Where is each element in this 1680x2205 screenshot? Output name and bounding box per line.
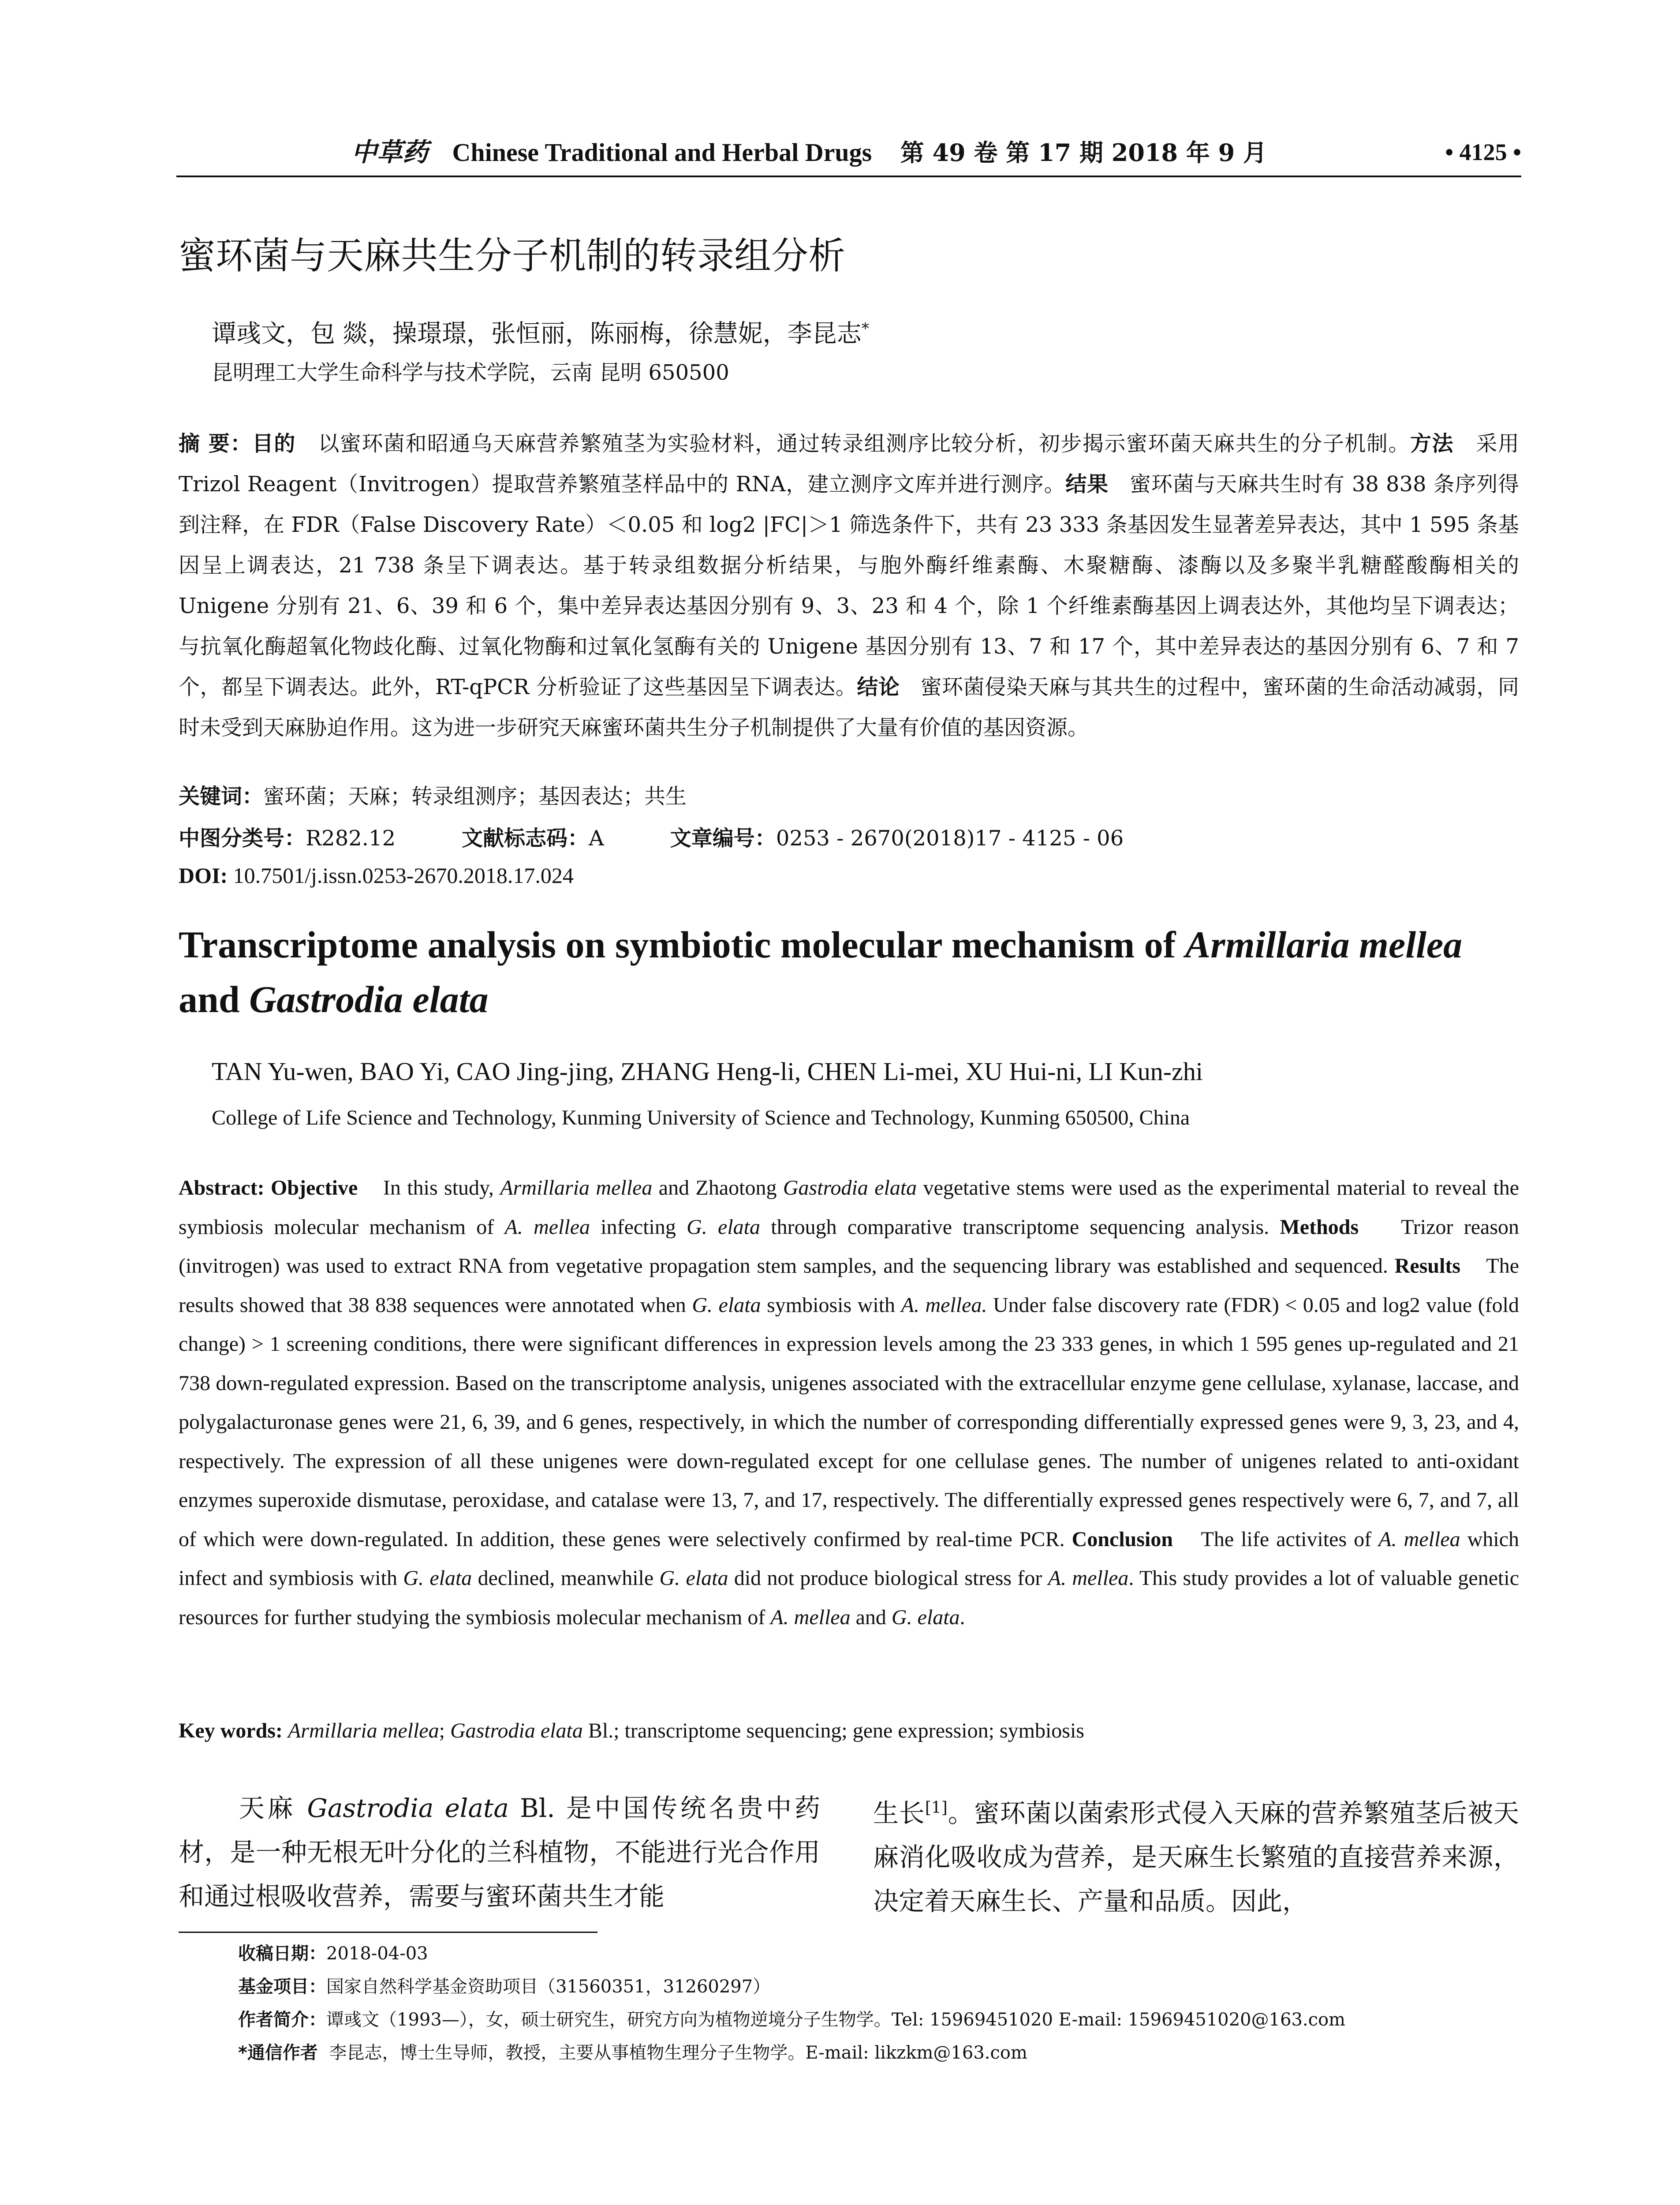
species-name: Gastrodia elata — [307, 1793, 509, 1823]
en-abstract-label: Abstract: Objective — [179, 1176, 358, 1200]
cn-results: 蜜环菌与天麻共生时有 38 838 条序列得到注释，在 FDR（False Discovery Rate）＜0.05 和 log2 |FC|＞1 筛选条件下，共有 23 333 条基因发生显著差异表达，其中 1 595 条基因呈上调表达，21 738 条呈下调表达。基于转录组数据分析结果，与胞外酶纤维素酶、木聚糖酶、漆酶以及多聚半乳糖醛酸酶相关的 Unigene 分别有 21、6、39 和 6 个，集中差异表达基因分别有 9、3、23 和 4 个，除 1 个纤维素酶基因上调表达外，其他均呈下调表达；与抗氧化酶超氧化物歧化酶、过氧化物酶和过氧化氢酶有关的 Unigene 基因分别有 13、7 和 17 个，其中差异表达的基因分别有 6、7 和 7 个，都呈下调表达。此外，RT-qPCR 分析验证了这些基因呈下调表达。 — [179, 472, 1519, 699]
journal-name-en: Chinese Traditional and Herbal Drugs — [452, 138, 872, 167]
species-name: A. mellea. — [901, 1293, 987, 1317]
footnote-author — [238, 2007, 1345, 2033]
cn-methods-label: 方法 — [1410, 431, 1454, 456]
body-text: 。蜜环菌以菌索形式侵入天麻的营养繁殖茎后被天麻消化吸收成为营养，是天麻生长繁殖的直接营养来源，决定着天麻生长、产量和品质。因此， — [873, 1798, 1519, 1917]
journal-logo-cn: 中草药 — [351, 137, 428, 167]
en-conclusion-text: . This study provides a lot of valuable genetic resources for further studying the symbiosis molecular mechanism of — [179, 1566, 1519, 1629]
cn-keywords — [179, 776, 687, 817]
cn-keywords-value: 蜜环菌；天麻；转录组测序；基因表达；共生 — [263, 784, 687, 809]
en-results-label: Results — [1394, 1254, 1461, 1278]
cn-objective-label: 目的 — [252, 431, 296, 456]
en-conclusion-text: which infect and symbiosis with — [179, 1527, 1519, 1590]
en-keywords — [179, 1713, 1084, 1749]
footnote-label: 基金项目： — [238, 1977, 326, 1997]
en-conclusion-text: The life activites of — [1201, 1527, 1379, 1551]
running-header — [176, 135, 1521, 176]
footnote-fund — [238, 1973, 770, 2000]
footnote-corresponding — [238, 2040, 1027, 2066]
keyword-list: Bl.; transcriptome sequencing; gene expression; symbiosis — [582, 1719, 1084, 1742]
en-conclusion-text: declined, meanwhile — [472, 1566, 660, 1590]
footnote-received — [238, 1940, 428, 1967]
article-no-label: 文章编号： — [670, 826, 776, 851]
journal-header — [176, 135, 1442, 170]
species-name: G. elata — [891, 1605, 960, 1629]
en-objective-text: In this study, — [383, 1176, 500, 1200]
citation-ref[interactable]: [1] — [925, 1799, 948, 1817]
corresponding-mark: * — [861, 320, 869, 337]
body-text: 天麻 — [236, 1793, 307, 1823]
species-name: G. elata — [403, 1566, 472, 1590]
page-number: • 4125 • — [1445, 139, 1521, 165]
en-keywords-label: Key words: — [179, 1719, 283, 1742]
en-objective-text: infecting — [590, 1215, 687, 1239]
issue-info: 第 49 卷 第 17 期 2018 年 9 月 — [900, 138, 1267, 167]
doi — [179, 858, 574, 893]
species-name: A. mellea — [1378, 1527, 1460, 1551]
en-abstract — [179, 1169, 1519, 1637]
footnote-label: 作者简介： — [238, 2010, 326, 2030]
en-title-species-2: Gastrodia elata — [249, 978, 489, 1020]
cn-conclusion: 蜜环菌侵染天麻与其共生的过程中，蜜环菌的生命活动减弱，同时未受到天麻胁迫作用。这为进一步研究天麻蜜环菌共生分子机制提供了大量有价值的基因资源。 — [179, 675, 1519, 740]
doccode-label: 文献标志码： — [462, 826, 589, 851]
cn-affiliation: 昆明理工大学生命科学与技术学院，云南 昆明 650500 — [212, 360, 729, 385]
en-results-text: Under false discovery rate (FDR) < 0.05 and log2 value (fold change) > 1 screening conditions, there were significant differences in expression levels among the 23 333 genes, in which 1 595 genes up-regulated and 21 738 down-regulated expression. Based on the transcriptome analysis, unigenes associated with the extracellular enzyme gene cellulase, xylanase, laccase, and polygalacturonase genes were 21, 6, 39, and 6 genes, respectively, in which the number of corresponding differentially expressed genes were 9, 3, 23, and 4, respectively. The expression of all these unigenes were down-regulated except for one cellulase genes. The number of unigenes related to anti-oxidant enzymes superoxide dismutase, peroxidase, and catalase were 13, 7, and 17, respectively. The differentially expressed genes respectively were 6, 7, and 7, all of which were down-regulated. In addition, these genes were selectively confirmed by real-time PCR. — [179, 1293, 1519, 1551]
footnote-text: 李昆志，博士生导师，教授，主要从事植物生理分子生物学。E-mail: likzkm@163.com — [329, 2043, 1027, 2063]
doi-label: DOI: — [179, 863, 228, 888]
doccode-value: A — [589, 826, 604, 851]
cn-title: 蜜环菌与天麻共生分子机制的转录组分析 — [179, 234, 846, 277]
class-label: 中图分类号： — [179, 826, 306, 851]
header-rule — [176, 176, 1521, 177]
footnote-label: 收稿日期： — [238, 1943, 326, 1964]
species-name: A. mellea — [504, 1215, 590, 1239]
species-name: A. mellea — [1048, 1566, 1129, 1590]
en-conclusion-text: and — [850, 1605, 892, 1629]
species-name: A. mellea — [770, 1605, 851, 1629]
body-text: Bl. 是中国传统名贵中药材，是一种无根无叶分化的兰科植物，不能进行光合作用和通过根吸收营养，需要与蜜环菌共生才能 — [179, 1793, 820, 1911]
species-name: Armillaria mellea — [500, 1176, 653, 1200]
footnote-text: 谭彧文（1993—），女，硕士研究生，研究方向为植物逆境分子生物学。Tel: 15969451020 E-mail: 15969451020@163.com — [326, 2010, 1346, 2030]
en-methods-text: Trizor reason (invitrogen) was used to extract RNA from vegetative propagation stem samples, and the sequencing library was established and sequenced. — [179, 1215, 1519, 1278]
en-conclusion-text: did not produce biological stress for — [728, 1566, 1048, 1590]
doi-value[interactable]: 10.7501/j.issn.0253-2670.2018.17.024 — [233, 863, 574, 888]
keyword-species: Armillaria mellea — [287, 1719, 439, 1742]
en-conclusion-text: . — [959, 1605, 965, 1629]
en-objective-text: through comparative transcriptome sequencing analysis. — [760, 1215, 1269, 1239]
footnote-text: 国家自然科学基金资助项目（31560351，31260297） — [326, 1977, 771, 1997]
cn-author-list: 谭彧文，包 燚，操璟璟，张恒丽，陈丽梅，徐慧妮，李昆志 — [212, 319, 862, 348]
en-objective-text: vegetative stems were used as the experimental material to reveal the symbiosis molecular mechanism of — [179, 1176, 1519, 1239]
cn-objective: 以蜜环菌和昭通乌天麻营养繁殖茎为实验材料，通过转录组测序比较分析，初步揭示蜜环菌天麻共生的分子机制。 — [318, 431, 1410, 456]
body-column-left — [179, 1786, 820, 1918]
cn-authors — [212, 311, 869, 352]
en-title-text: Transcriptome analysis on symbiotic molecular mechanism of — [179, 923, 1185, 966]
footnote-rule — [179, 1932, 597, 1933]
en-title-species: Armillaria mellea — [1185, 923, 1463, 966]
cn-abstract-label: 摘 要： — [179, 431, 252, 456]
en-title-text-2: and — [179, 978, 250, 1020]
species-name: Gastrodia elata — [783, 1176, 917, 1200]
en-authors: TAN Yu-wen, BAO Yi, CAO Jing-jing, ZHANG Heng-li, CHEN Li-mei, XU Hui-ni, LI Kun-zhi — [212, 1057, 1203, 1086]
en-affiliation: College of Life Science and Technology, Kunming University of Science and Technology, Kunming 650500, China — [212, 1106, 1190, 1129]
species-name: G. elata — [692, 1293, 761, 1317]
species-name: G. elata — [659, 1566, 728, 1590]
cn-methods: 采用 Trizol Reagent（Invitrogen）提取营养繁殖茎样品中的 RNA，建立测序文库并进行测序。 — [179, 431, 1519, 497]
footnote-label: *通信作者 — [238, 2043, 318, 2063]
species-name: G. elata — [687, 1215, 761, 1239]
en-objective-text: and Zhaotong — [652, 1176, 783, 1200]
en-title — [179, 917, 1523, 1027]
en-results-text: The results showed that 38 838 sequences were annotated when — [179, 1254, 1519, 1317]
cn-keywords-label: 关键词： — [179, 784, 264, 809]
article-no-value: 0253 - 2670(2018)17 - 4125 - 06 — [776, 826, 1124, 851]
en-results-text: symbiosis with — [761, 1293, 901, 1317]
keyword-species: Gastrodia elata — [450, 1719, 583, 1742]
keyword-sep: ; — [439, 1719, 450, 1742]
cn-conclusion-label: 结论 — [857, 675, 900, 699]
en-conclusion-label: Conclusion — [1071, 1527, 1173, 1551]
cn-results-label: 结果 — [1065, 472, 1109, 497]
body-column-right — [873, 1786, 1519, 1923]
footnote-text: 2018-04-03 — [326, 1943, 428, 1964]
class-value: R282.12 — [306, 826, 396, 851]
cn-classification — [179, 818, 1124, 859]
en-methods-label: Methods — [1280, 1215, 1359, 1239]
cn-abstract — [179, 423, 1519, 748]
body-text: 生长 — [873, 1798, 925, 1828]
